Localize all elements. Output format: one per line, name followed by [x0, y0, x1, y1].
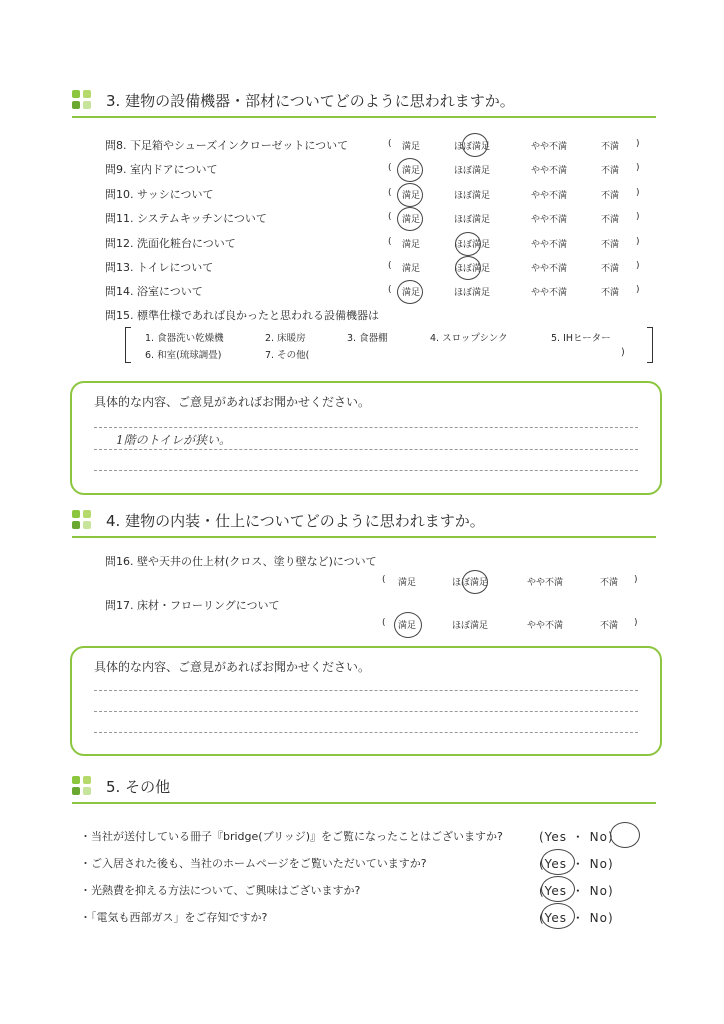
selected-circle-mark	[455, 232, 481, 256]
option-hobo-manzoku[interactable]: ほぼ満足	[454, 215, 491, 225]
option-manzoku[interactable]: 満足	[402, 264, 421, 274]
equip-ih-heater[interactable]: 5. IHヒーター	[551, 333, 611, 344]
option-yaya-fuman[interactable]: やや不満	[531, 288, 568, 298]
option-fuman[interactable]: 不満	[600, 621, 619, 631]
option-manzoku[interactable]: 満足	[402, 166, 421, 176]
selected-circle-mark	[541, 849, 575, 875]
options-q10[interactable]: ( 満足 ほぼ満足 やや不満 不満 )	[388, 188, 640, 201]
option-fuman[interactable]: 不満	[601, 142, 620, 152]
comment-prompt: 具体的な内容、ご意見があればお聞かせください。	[94, 660, 371, 674]
selected-circle-mark	[610, 822, 640, 848]
selected-circle-mark	[541, 903, 575, 929]
options-q8[interactable]: ( 満足 ほぼ満足 やや不満 不満 )	[388, 139, 640, 152]
option-manzoku[interactable]: 満足	[402, 288, 421, 298]
question-q10-label: 問10. サッシについて	[105, 188, 214, 201]
option-hobo-manzoku[interactable]: ほぼ満足	[454, 142, 491, 152]
question-q9-label: 問9. 室内ドアについて	[105, 163, 218, 176]
question-homepage-label: ・ご入居された後も、当社のホームページをご覧いただいていますか?	[80, 857, 427, 870]
option-fuman[interactable]: 不満	[601, 191, 620, 201]
section4-title: 4. 建物の内装・仕上についてどのように思われますか。	[106, 512, 485, 530]
option-hobo-manzoku[interactable]: ほぼ満足	[452, 578, 489, 588]
question-q12-label: 問12. 洗面化粧台について	[105, 237, 236, 250]
selected-circle-mark	[397, 183, 423, 207]
option-yaya-fuman[interactable]: やや不満	[531, 264, 568, 274]
section3-header	[72, 86, 656, 118]
option-manzoku[interactable]: 満足	[402, 142, 421, 152]
option-manzoku[interactable]: 満足	[402, 240, 421, 250]
equipment-options: 1. 食器洗い乾燥機 2. 床暖房 3. 食器棚 4. スロップシンク 5. IHヒーター 6. 和室(琉球調畳) 7. その他( )	[125, 327, 653, 363]
equip-other[interactable]: 7. その他(	[265, 350, 310, 361]
options-q12[interactable]: ( 満足 ほぼ満足 やや不満 不満 )	[388, 237, 640, 250]
option-yaya-fuman[interactable]: やや不満	[531, 191, 568, 201]
equip-floor-heating[interactable]: 2. 床暖房	[265, 333, 306, 344]
section5-header	[72, 772, 656, 804]
options-q13[interactable]: ( 満足 ほぼ満足 やや不満 不満 )	[388, 261, 640, 274]
equip-dishwasher[interactable]: 1. 食器洗い乾燥機	[145, 333, 224, 344]
option-fuman[interactable]: 不満	[601, 166, 620, 176]
question-seibu-gas-label: ・「電気も西部ガス」をご存知ですか?	[80, 911, 268, 924]
option-yaya-fuman[interactable]: やや不満	[527, 578, 564, 588]
option-yaya-fuman[interactable]: やや不満	[527, 621, 564, 631]
section5-title: 5. その他	[106, 778, 171, 796]
option-yaya-fuman[interactable]: やや不満	[531, 142, 568, 152]
question-energy-label: ・光熱費を抑える方法について、ご興味はございますか?	[80, 884, 361, 897]
option-hobo-manzoku[interactable]: ほぼ満足	[452, 621, 489, 631]
selected-circle-mark	[541, 876, 575, 902]
yes-no-energy[interactable]: (Yes ・ No)	[539, 884, 614, 898]
question-q16-label: 問16. 壁や天井の仕上材(クロス、塗り壁など)について	[105, 555, 377, 568]
selected-circle-mark	[462, 133, 488, 157]
option-manzoku[interactable]: 満足	[398, 621, 417, 631]
comment-prompt: 具体的な内容、ご意見があればお聞かせください。	[94, 395, 371, 409]
question-q11-label: 問11. システムキッチンについて	[105, 212, 267, 225]
comment-box-section3[interactable]	[70, 381, 662, 495]
clover-logo-icon	[72, 510, 94, 532]
options-q14[interactable]: ( 満足 ほぼ満足 やや不満 不満 )	[388, 285, 640, 298]
option-fuman[interactable]: 不満	[601, 215, 620, 225]
selected-circle-mark	[394, 612, 422, 638]
equip-slop-sink[interactable]: 4. スロップシンク	[430, 333, 508, 344]
options-q17[interactable]: ( 満足 ほぼ満足 やや不満 不満 )	[382, 618, 638, 631]
clover-logo-icon	[72, 776, 94, 798]
option-manzoku[interactable]: 満足	[402, 215, 421, 225]
yes-no-seibu-gas[interactable]: (Yes ・ No)	[539, 911, 614, 925]
question-q17-label: 問17. 床材・フローリングについて	[105, 599, 280, 612]
option-hobo-manzoku[interactable]: ほぼ満足	[454, 191, 491, 201]
option-fuman[interactable]: 不満	[601, 288, 620, 298]
options-q11[interactable]: ( 満足 ほぼ満足 やや不満 不満 )	[388, 212, 640, 225]
option-fuman[interactable]: 不満	[600, 578, 619, 588]
yes-no-homepage[interactable]: (Yes ・ No)	[539, 857, 614, 871]
option-yaya-fuman[interactable]: やや不満	[531, 240, 568, 250]
comment-handwritten-text: 1階のトイレが狭い。	[116, 433, 232, 447]
comment-box-section4[interactable]	[70, 646, 662, 756]
selected-circle-mark	[397, 280, 423, 304]
option-manzoku[interactable]: 満足	[398, 578, 417, 588]
option-hobo-manzoku[interactable]: ほぼ満足	[454, 288, 491, 298]
option-fuman[interactable]: 不満	[601, 240, 620, 250]
option-yaya-fuman[interactable]: やや不満	[531, 166, 568, 176]
selected-circle-mark	[397, 158, 423, 182]
section3-title: 3. 建物の設備機器・部材についてどのように思われますか。	[106, 92, 515, 110]
option-yaya-fuman[interactable]: やや不満	[531, 215, 568, 225]
question-q14-label: 問14. 浴室について	[105, 285, 203, 298]
selected-circle-mark	[455, 256, 481, 280]
section4-header	[72, 506, 656, 538]
option-manzoku[interactable]: 満足	[402, 191, 421, 201]
equip-cupboard[interactable]: 3. 食器棚	[347, 333, 388, 344]
question-q15-label: 問15. 標準仕様であれば良かったと思われる設備機器は	[105, 309, 379, 322]
question-q13-label: 問13. トイレについて	[105, 261, 214, 274]
option-fuman[interactable]: 不満	[601, 264, 620, 274]
options-q16[interactable]: ( 満足 ほぼ満足 やや不満 不満 )	[382, 575, 638, 588]
equip-washitsu[interactable]: 6. 和室(琉球調畳)	[145, 350, 222, 361]
question-q8-label: 問8. 下足箱やシューズインクローゼットについて	[105, 139, 349, 152]
option-hobo-manzoku[interactable]: ほぼ満足	[454, 264, 491, 274]
question-bridge-label: ・当社が送付している冊子『bridge(ブリッジ)』をご覧になったことはございますか?	[80, 830, 503, 843]
selected-circle-mark	[462, 570, 488, 594]
selected-circle-mark	[397, 207, 423, 231]
option-hobo-manzoku[interactable]: ほぼ満足	[454, 240, 491, 250]
options-q9[interactable]: ( 満足 ほぼ満足 やや不満 不満 )	[388, 163, 640, 176]
yes-no-bridge[interactable]: (Yes ・ No)	[539, 830, 614, 844]
clover-logo-icon	[72, 90, 94, 112]
option-hobo-manzoku[interactable]: ほぼ満足	[454, 166, 491, 176]
